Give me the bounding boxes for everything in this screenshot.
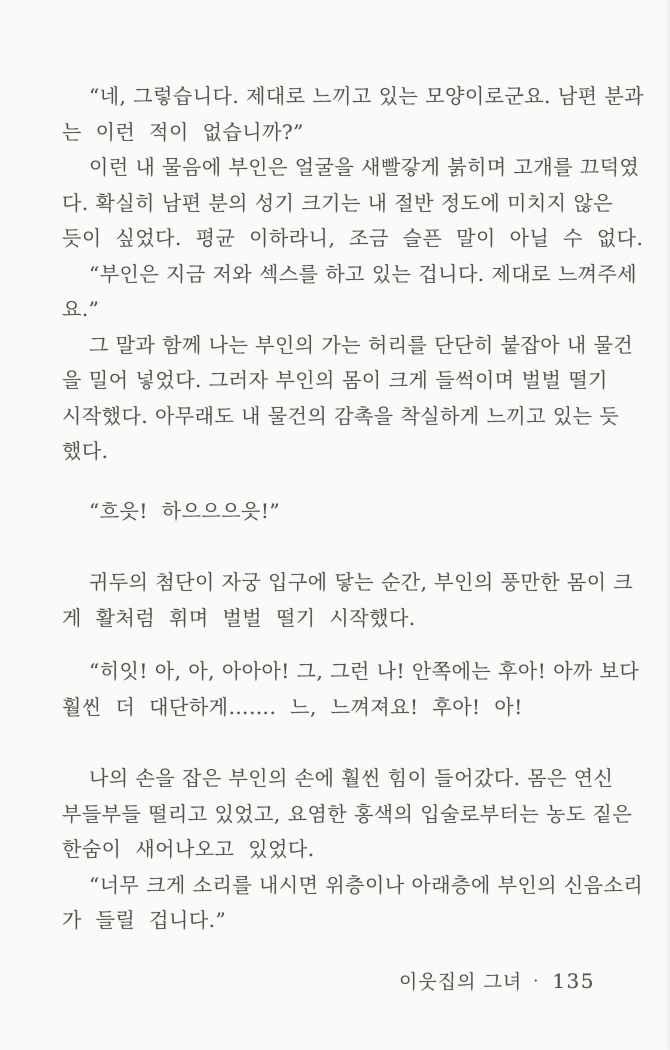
blank-line [62, 470, 608, 494]
text-line: 귀두의 첨단이 자궁 입구에 닿는 순간, 부인의 풍만한 몸이 크 [89, 570, 634, 594]
text-line: 훨씬 더 대단하게……. 느, 느껴져요! 후아! 아! [62, 694, 523, 719]
text-line: 이런 내 물음에 부인은 얼굴을 새빨갛게 붉히며 고개를 끄덕였 [89, 155, 640, 179]
text-line: 가 들릴 겁니다.” [62, 908, 227, 932]
text-line: 는 이런 적이 없습니까?” [62, 119, 304, 144]
blank-line [62, 636, 608, 654]
page-footer [399, 967, 595, 994]
text-line: 시작했다. 아무래도 내 물건의 감촉을 착실하게 느끼고 있는 듯 [62, 403, 620, 428]
separator-dot: · [533, 971, 540, 990]
text-line: 부들부들 떨리고 있었고, 요염한 홍색의 입술로부터는 농도 짙은 [62, 801, 633, 826]
text-line: “히잇! 아, 아, 아아아! 그, 그런 나! 안쪽에는 후아! 아까 보다 [89, 659, 640, 683]
text-line: “부인은 지금 저와 섹스를 하고 있는 겁니다. 제대로 느껴주세 [89, 261, 638, 286]
text-line: 게 활처럼 휘며 벌벌 떨기 시작했다. [62, 605, 416, 630]
text-line: 했다. [62, 439, 109, 463]
page-number: 135 [552, 968, 595, 993]
text-line: 그 말과 함께 나는 부인의 가는 허리를 단단히 붙잡아 내 물건 [89, 332, 634, 357]
text-line: 듯이 싶었다. 평균 이하라니, 조금 슬픈 말이 아닐 수 없다. [62, 226, 644, 250]
blank-line [62, 725, 608, 761]
text-line: “너무 크게 소리를 내시면 위층이나 아래층에 부인의 신음소리 [89, 872, 644, 897]
page-body-text [62, 79, 644, 939]
text-line: 요.” [62, 297, 100, 321]
text-line: 나의 손을 잡은 부인의 손에 훨씬 힘이 들어갔다. 몸은 연신 [89, 766, 614, 790]
text-line: 을 밀어 넣었다. 그러자 부인의 몸이 크게 들썩이며 벌벌 떨기 [62, 368, 608, 392]
text-line: 다. 확실히 남편 분의 성기 크기는 내 절반 정도에 미치지 않은 [62, 190, 614, 215]
blank-line [62, 529, 608, 565]
book-title: 이웃집의 그녀 [399, 971, 523, 993]
text-line: “흐읏! 하으으으읏!” [89, 498, 281, 523]
text-line: 한숨이 새어나오고 있었다. [62, 837, 315, 861]
text-line: “네, 그렇습니다. 제대로 느끼고 있는 모양이로군요. 남편 분과 [89, 84, 644, 108]
